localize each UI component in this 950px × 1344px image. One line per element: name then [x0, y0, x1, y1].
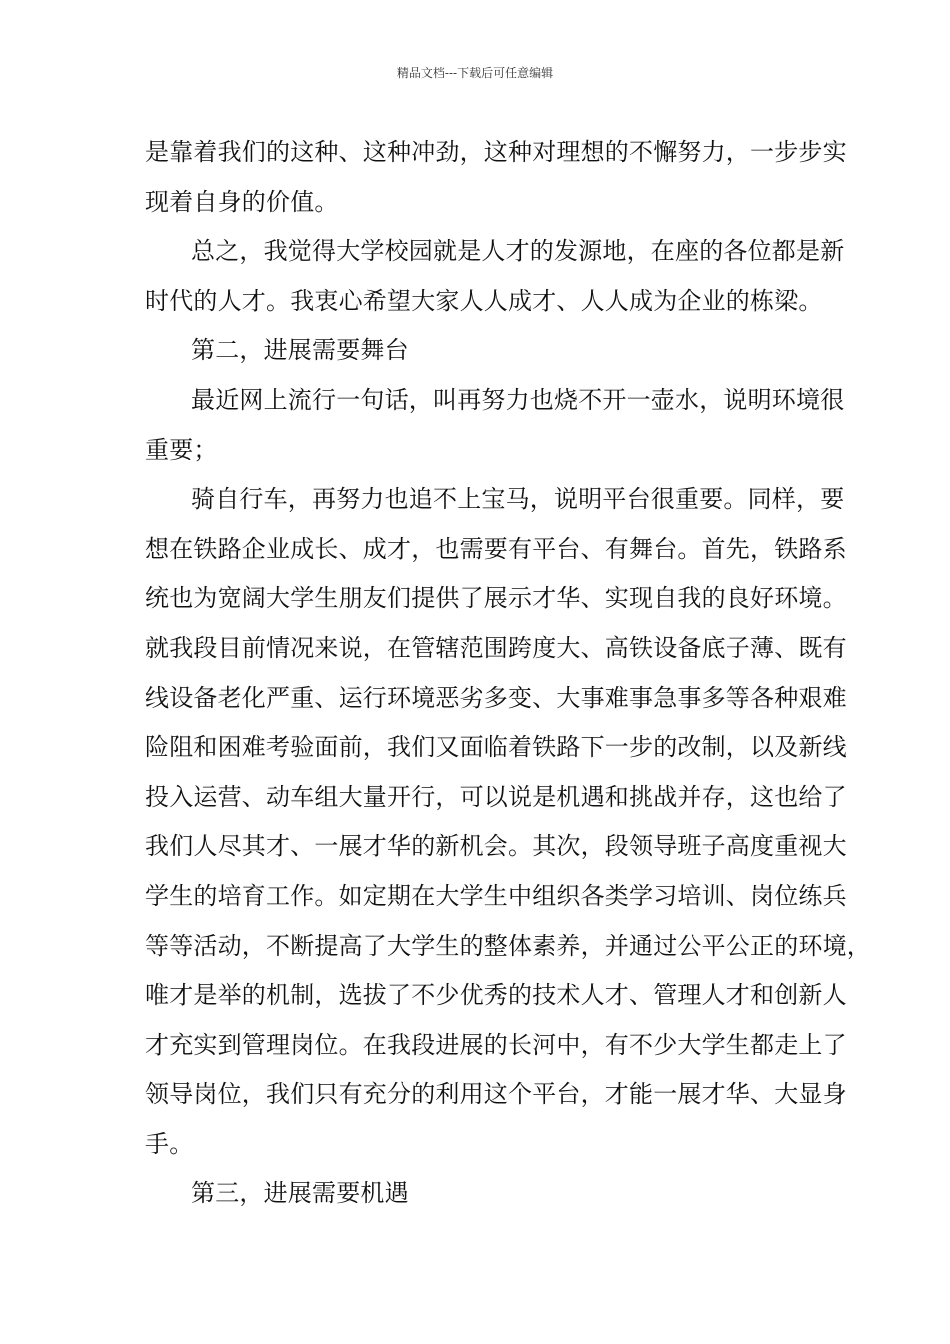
- body-line: 领导岗位，我们只有充分的利用这个平台，才能一展才华、大显身: [145, 1080, 847, 1109]
- header-text: 精品文档---下载后可任意编辑: [396, 66, 554, 80]
- section-heading: 第二，进展需要舞台: [191, 336, 409, 365]
- section-heading: 第三，进展需要机遇: [191, 1179, 409, 1208]
- paragraph-start-line: 骑自行车，再努力也追不上宝马，说明平台很重要。同样，要: [191, 485, 845, 514]
- paragraph-start-line: 总之，我觉得大学校园就是人才的发源地，在座的各位都是新: [191, 237, 845, 266]
- body-line: 统也为宽阔大学生朋友们提供了展示才华、实现自我的良好环境。: [145, 584, 847, 613]
- body-line: 投入运营、动车组大量开行，可以说是机遇和挑战并存，这也给了: [145, 782, 847, 811]
- body-line: 险阻和困难考验面前，我们又面临着铁路下一步的改制，以及新线: [145, 733, 847, 762]
- body-line: 重要；: [145, 435, 218, 464]
- document-body: [145, 128, 871, 1219]
- paragraph-start-line: 最近网上流行一句话，叫再努力也烧不开一壶水，说明环境很: [191, 385, 845, 414]
- body-line: 线设备老化严重、运行环境恶劣多变、大事难事急事多等各种艰难: [145, 683, 847, 712]
- page-header: [0, 64, 950, 82]
- body-line: 时代的人才。我衷心希望大家人人成才、人人成为企业的栋梁。: [145, 286, 823, 315]
- body-line: 就我段目前情况来说，在管辖范围跨度大、高铁设备底子薄、既有: [145, 633, 847, 662]
- body-line: 等等活动，不断提高了大学生的整体素养，并通过公平公正的环境，: [145, 931, 871, 960]
- body-line: 唯才是举的机制，选拔了不少优秀的技术人才、管理人才和创新人: [145, 981, 847, 1010]
- body-line: 是靠着我们的这种、这种冲劲，这种对理想的不懈努力，一步步实: [145, 138, 847, 166]
- body-line: 手。: [145, 1129, 194, 1158]
- body-line: 想在铁路企业成长、成才，也需要有平台、有舞台。首先，铁路系: [145, 534, 847, 563]
- body-line: 现着自身的价值。: [145, 187, 339, 216]
- body-line: 我们人尽其才、一展才华的新机会。其次，段领导班子高度重视大: [145, 832, 847, 861]
- body-line: 才充实到管理岗位。在我段进展的长河中，有不少大学生都走上了: [145, 1030, 847, 1059]
- body-line: 学生的培育工作。如定期在大学生中组织各类学习培训、岗位练兵: [145, 881, 847, 910]
